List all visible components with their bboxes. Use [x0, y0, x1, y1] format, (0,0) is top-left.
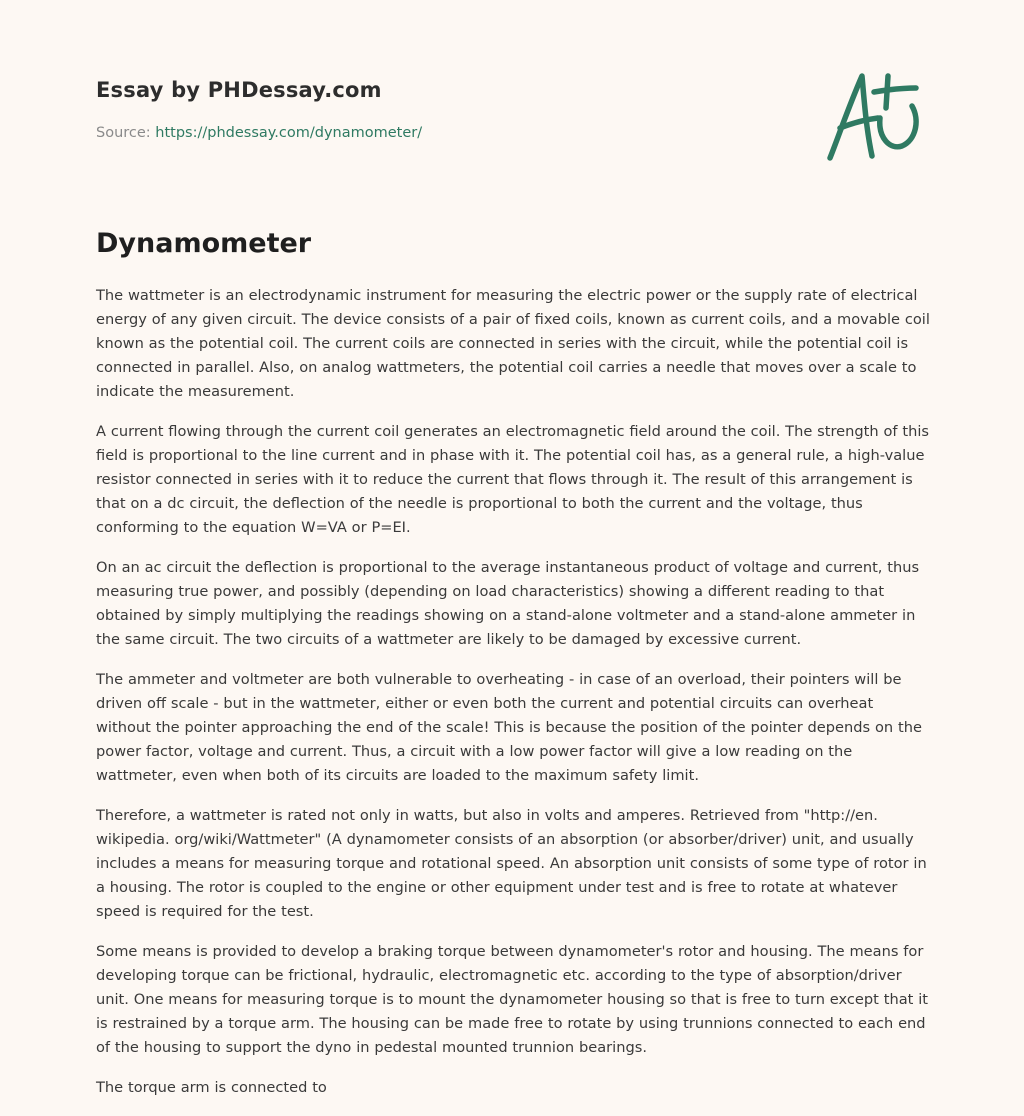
article-paragraph: Some means is provided to develop a braking torque between dynamometer's rotor and housing. The means for developing torque can be frictional, hydraulic, electromagnetic etc. according to the type of absorption/driver unit. One means for measuring torque is to mount the dynamometer housing so that is free to turn except that it is restrained by a torque arm. The housing can be made free to rotate by using trunnions connected to each end of the housing to support the dyno in pedestal mounted trunnion bearings. — [96, 943, 928, 1056]
article-paragraph: A current flowing through the current coil generates an electromagnetic field around the coil. The strength of this field is proportional to the line current and in phase with it. The potential coil has, as a general rule, a high-value resistor connected in series with it to reduce the current that flows through it. The result of this arrangement is that on a dc circuit, the deflection of the needle is proportional to both the current and the voltage, thus conforming to the equation W=VA or P=EI. — [96, 423, 929, 536]
page-header — [96, 72, 696, 144]
source-label: Source: — [96, 125, 151, 141]
site-brand: Essay by PHDessay.com — [96, 78, 382, 102]
source-line — [96, 122, 696, 144]
article-title: Dynamometer — [96, 228, 312, 259]
article-paragraph: The torque arm is connected to — [96, 1079, 327, 1096]
article-paragraph: The ammeter and voltmeter are both vulnerable to overheating - in case of an overload, their pointers will be driven off scale - but in the wattmeter, either or even both the current and potential circuits can overheat without the pointer approaching the end of the scale! This is because the position of the pointer depends on the power factor, voltage and current. Thus, a circuit with a low power factor will give a low reading on the wattmeter, even when both of its circuits are loaded to the maximum safety limit. — [96, 671, 922, 784]
a-plus-logo-icon — [820, 68, 930, 164]
article-paragraph: On an ac circuit the deflection is proportional to the average instantaneous product of voltage and current, thus measuring true power, and possibly (depending on load characteristics) showing a different reading to that obtained by simply multiplying the readings showing on a stand-alone voltmeter and a stand-alone ammeter in the same circuit. The two circuits of a wattmeter are likely to be damaged by excessive current. — [96, 559, 920, 648]
source-link[interactable]: https://phdessay.com/dynamometer/ — [155, 125, 423, 141]
article-paragraph: Therefore, a wattmeter is rated not only in watts, but also in volts and amperes. Retrieved from "http://en. wikipedia. org/wiki/Wattmeter" (A dynamometer consists of an absorption (or absorber/driver) unit, and usually includes a means for measuring torque and rotational speed. An absorption unit consists of some type of rotor in a housing. The rotor is coupled to the engine or other equipment under test and is free to rotate at whatever speed is required for the test. — [96, 807, 927, 920]
article-body — [96, 284, 930, 1116]
article-paragraph: The wattmeter is an electrodynamic instrument for measuring the electric power or the supply rate of electrical energy of any given circuit. The device consists of a pair of fixed coils, known as current coils, and a movable coil known as the potential coil. The current coils are connected in series with the circuit, while the potential coil is connected in parallel. Also, on analog wattmeters, the potential coil carries a needle that moves over a scale to indicate the measurement. — [96, 287, 930, 400]
